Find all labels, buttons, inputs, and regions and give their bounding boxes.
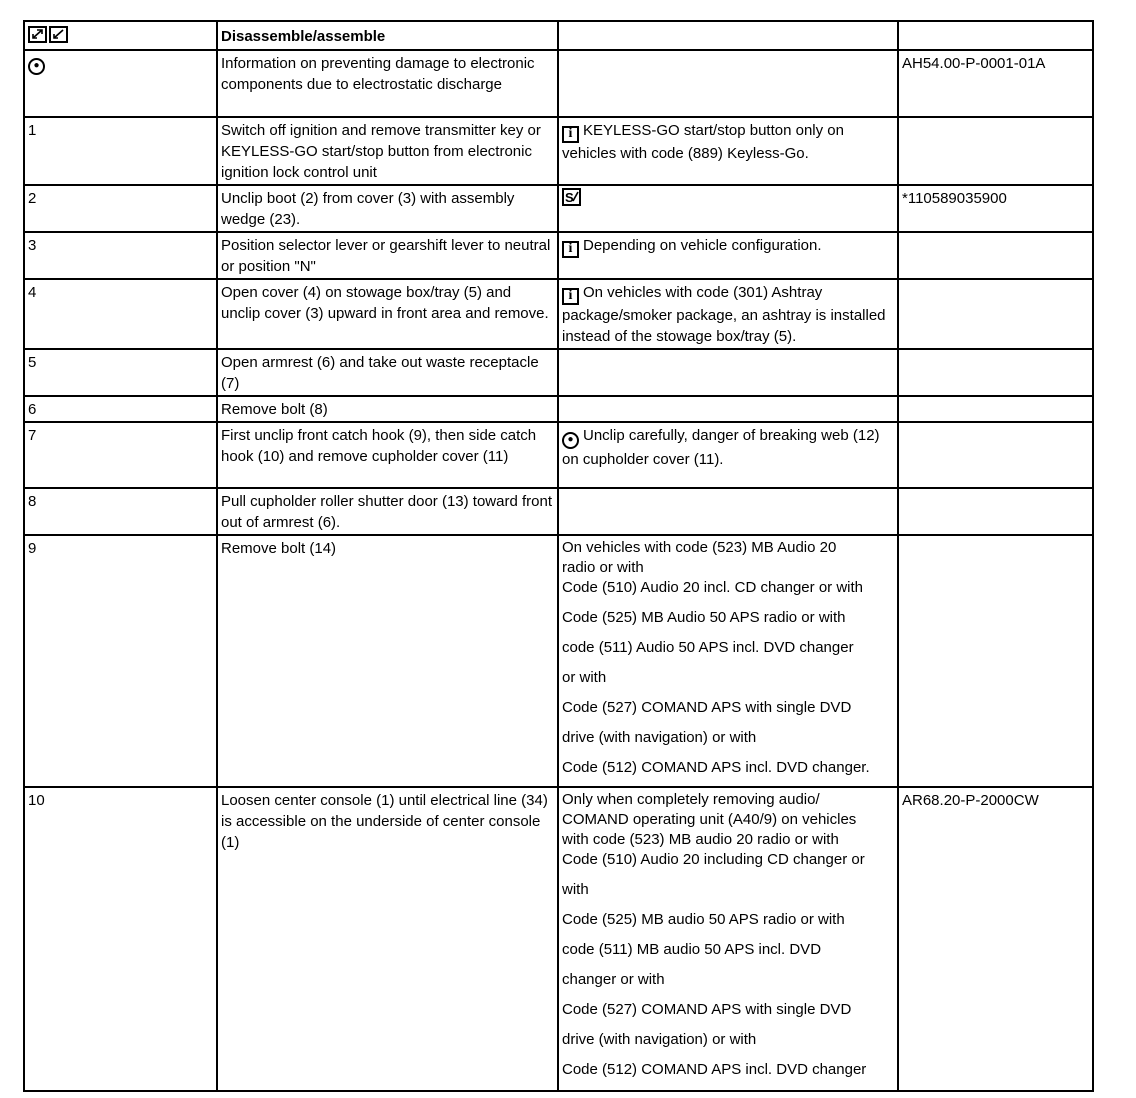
note-cell	[558, 488, 898, 535]
procedure-table	[23, 20, 1094, 1092]
note-line: COMAND operating unit (A40/9) on vehicles	[562, 811, 857, 828]
instruction-cell: Information on preventing damage to electronic components due to electrostatic discharge	[217, 50, 558, 117]
step-number: 8	[24, 488, 217, 535]
note-line: Code (527) COMAND APS with single DVD	[562, 1001, 852, 1018]
svg-text:S: S	[565, 190, 574, 205]
note-line: Code (525) MB Audio 50 APS radio or with	[562, 609, 846, 626]
note-line: or with	[562, 669, 607, 686]
reference-link[interactable]: AR68.20-P-2000CW	[902, 792, 1039, 809]
expand-all-icon[interactable]	[28, 26, 47, 43]
step-number: 1	[24, 117, 217, 185]
step-cell	[24, 50, 217, 117]
instruction-cell: First unclip front catch hook (9), then side catch hook (10) and remove cupholder cover (11)	[217, 422, 558, 488]
reference-cell	[898, 488, 1093, 535]
reference-cell	[898, 349, 1093, 396]
instruction-cell: Unclip boot (2) from cover (3) with assembly wedge (23).	[217, 185, 558, 232]
note-lines	[562, 790, 894, 1080]
note-line: Code (525) MB audio 50 APS radio or with	[562, 911, 845, 928]
header-empty-note	[558, 21, 898, 50]
esd-warning-icon: ●	[562, 432, 579, 449]
reference-cell	[898, 787, 1093, 1091]
note-text: Unclip carefully, danger of breaking web (12) on cupholder cover (11).	[562, 427, 880, 468]
info-icon: i	[562, 241, 579, 258]
note-cell	[558, 535, 898, 787]
note-line: changer or with	[562, 971, 665, 988]
note-cell	[558, 117, 898, 185]
instruction-cell: Remove bolt (14)	[217, 535, 558, 787]
note-line: Code (510) Audio 20 including CD changer or	[562, 851, 865, 868]
reference-link[interactable]: AH54.00-P-0001-01A	[902, 55, 1046, 72]
table-row	[24, 279, 1093, 349]
reference-cell	[898, 50, 1093, 117]
step-number: 7	[24, 422, 217, 488]
note-line: drive (with navigation) or with	[562, 729, 757, 746]
step-number: 9	[24, 535, 217, 787]
table-row	[24, 396, 1093, 422]
note-line: code (511) Audio 50 APS incl. DVD changer	[562, 639, 854, 656]
instruction-cell: Pull cupholder roller shutter door (13) toward front out of armrest (6).	[217, 488, 558, 535]
note-line: On vehicles with code (523) MB Audio 20	[562, 539, 837, 556]
reference-link[interactable]: *110589035900	[902, 190, 1007, 207]
section-title: Disassemble/assemble	[217, 21, 558, 50]
note-cell	[558, 279, 898, 349]
note-cell	[558, 349, 898, 396]
note-line: Code (527) COMAND APS with single DVD	[562, 699, 852, 716]
special-tool-icon	[562, 188, 581, 206]
reference-cell	[898, 117, 1093, 185]
note-line: Code (512) COMAND APS incl. DVD changer	[562, 1061, 867, 1078]
note-text: Depending on vehicle configuration.	[583, 237, 822, 254]
table-row	[24, 185, 1093, 232]
collapse-all-icon[interactable]	[49, 26, 68, 43]
instruction-cell: Open cover (4) on stowage box/tray (5) and unclip cover (3) upward in front area and remove.	[217, 279, 558, 349]
table-row	[24, 535, 1093, 787]
table-row	[24, 349, 1093, 396]
note-cell	[558, 396, 898, 422]
instruction-cell: Position selector lever or gearshift lever to neutral or position "N"	[217, 232, 558, 279]
instruction-cell: Loosen center console (1) until electrical line (34) is accessible on the underside of center console (1)	[217, 787, 558, 1091]
step-number: 4	[24, 279, 217, 349]
note-cell	[558, 787, 898, 1091]
info-icon: i	[562, 126, 579, 143]
step-number: 10	[24, 787, 217, 1091]
table-row	[24, 787, 1093, 1091]
note-line: Code (512) COMAND APS incl. DVD changer.	[562, 759, 870, 776]
header-empty-ref	[898, 21, 1093, 50]
esd-warning-icon: ●	[28, 58, 45, 75]
table-row	[24, 117, 1093, 185]
note-cell	[558, 50, 898, 117]
note-line: Only when completely removing audio/	[562, 791, 820, 808]
note-line: radio or with	[562, 559, 644, 576]
reference-cell	[898, 422, 1093, 488]
note-lines	[562, 538, 894, 778]
table-row	[24, 232, 1093, 279]
note-cell	[558, 232, 898, 279]
note-line: drive (with navigation) or with	[562, 1031, 757, 1048]
step-number: 3	[24, 232, 217, 279]
reference-cell	[898, 232, 1093, 279]
reference-cell	[898, 535, 1093, 787]
instruction-cell: Remove bolt (8)	[217, 396, 558, 422]
note-cell	[558, 185, 898, 232]
instruction-cell: Open armrest (6) and take out waste receptacle (7)	[217, 349, 558, 396]
header-row	[24, 21, 1093, 50]
step-number: 6	[24, 396, 217, 422]
note-line: Code (510) Audio 20 incl. CD changer or with	[562, 579, 863, 596]
table-row	[24, 422, 1093, 488]
note-line: with	[562, 881, 589, 898]
note-text: KEYLESS-GO start/stop button only on vehicles with code (889) Keyless-Go.	[562, 122, 844, 162]
table-row	[24, 50, 1093, 117]
reference-cell	[898, 185, 1093, 232]
instruction-cell: Switch off ignition and remove transmitter key or KEYLESS-GO start/stop button from electronic ignition lock control unit	[217, 117, 558, 185]
info-icon: i	[562, 288, 579, 305]
step-number: 5	[24, 349, 217, 396]
reference-cell	[898, 396, 1093, 422]
expand-collapse-cell	[24, 21, 217, 50]
table-row	[24, 488, 1093, 535]
note-line: with code (523) MB audio 20 radio or with	[562, 831, 839, 848]
note-text: On vehicles with code (301) Ashtray package/smoker package, an ashtray is installed instead of the stowage box/tray (5).	[562, 284, 886, 345]
note-cell	[558, 422, 898, 488]
step-number: 2	[24, 185, 217, 232]
note-line: code (511) MB audio 50 APS incl. DVD	[562, 941, 822, 958]
reference-cell	[898, 279, 1093, 349]
